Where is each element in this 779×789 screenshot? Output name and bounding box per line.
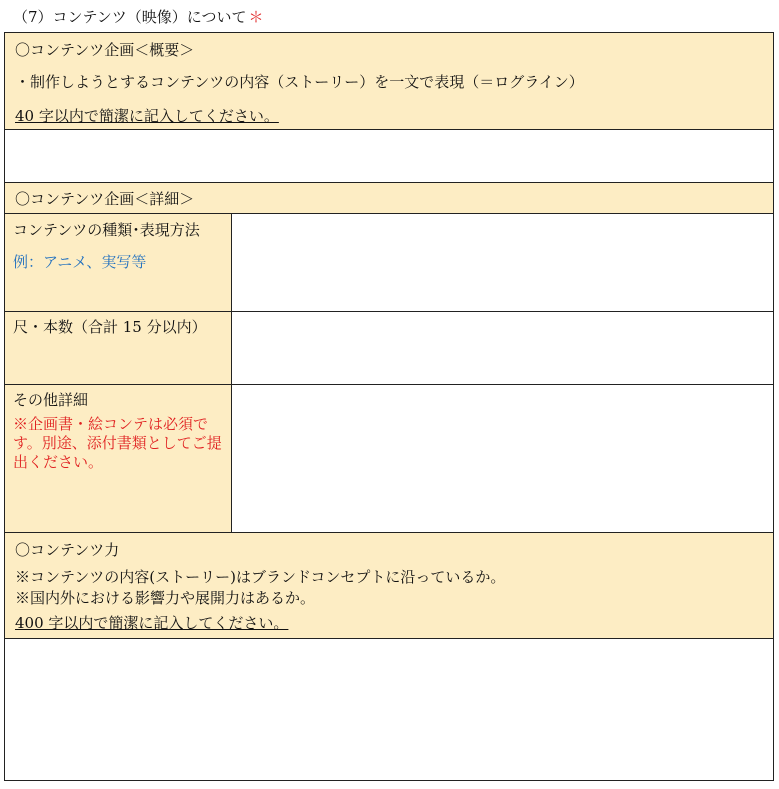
other-required-note: ※企画書・絵コンテは必須です。別途、添付書類としてご提出ください。	[13, 415, 222, 471]
type-input-cell[interactable]	[232, 214, 773, 311]
power-note-brand: ※コンテンツの内容(ストーリー)はブランドコンセプトに沿っているか。	[15, 568, 506, 586]
outline-instruction: ・制作しようとするコンテンツの内容（ストーリー）を一文で表現（＝ログライン）	[15, 73, 584, 91]
section-title-text: （7）コンテンツ（映像）について	[13, 8, 247, 26]
detail-row-type	[4, 214, 774, 312]
other-label: その他詳細	[13, 391, 89, 409]
detail-row-label-cell	[5, 312, 232, 384]
type-label: コンテンツの種類･表現方法	[13, 221, 200, 239]
power-limit-note: 400 字以内で簡潔に記入してください。	[15, 614, 289, 632]
outline-header	[4, 32, 774, 130]
required-asterisk: ＊	[248, 8, 264, 26]
detail-row-length	[4, 312, 774, 385]
power-header	[4, 533, 774, 639]
detail-row-label-cell	[5, 214, 232, 311]
outline-input-area[interactable]	[4, 130, 774, 183]
outline-limit-note: 40 字以内で簡潔に記入してください。	[15, 107, 279, 125]
power-input-area[interactable]	[4, 639, 774, 781]
length-input-cell[interactable]	[232, 312, 773, 384]
length-label: 尺・本数（合計 15 分以内）	[13, 318, 207, 336]
detail-row-other	[4, 385, 774, 533]
section-title	[13, 6, 264, 27]
power-heading: 〇コンテンツ力	[15, 541, 120, 559]
other-input-cell[interactable]	[232, 385, 773, 532]
power-note-influence: ※国内外における影響力や展開力はあるか。	[15, 589, 316, 607]
detail-row-label-cell	[5, 385, 232, 532]
detail-heading: 〇コンテンツ企画＜詳細＞	[15, 190, 195, 208]
type-example-note: 例：アニメ、実写等	[13, 253, 147, 271]
detail-header	[4, 183, 774, 214]
outline-heading: 〇コンテンツ企画＜概要＞	[15, 41, 195, 59]
